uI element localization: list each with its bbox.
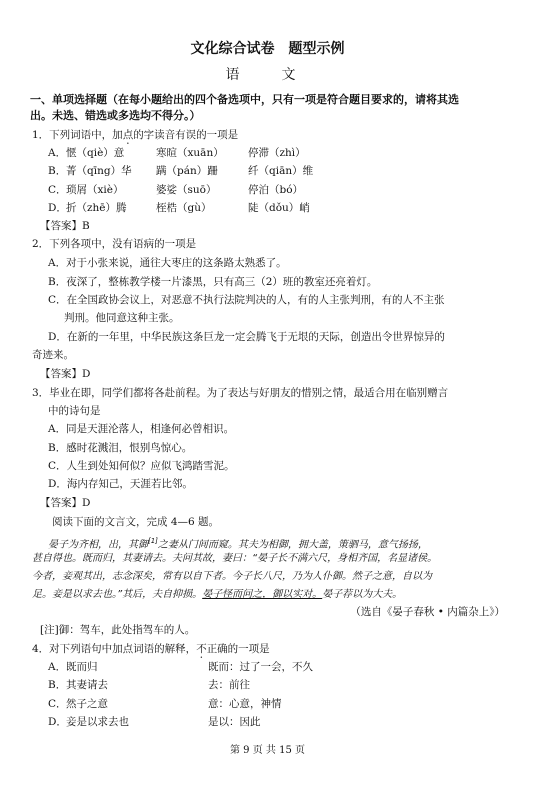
passage-line-4: 足。妾是以求去也。”其后，夫自抑损。晏子怪而问之，御以实对。晏子荐以为大夫。 (32, 589, 403, 600)
q4-option-b-col-2: 其妻请去 (66, 679, 108, 692)
section-heading-line-1: 一、单项选择题（在每小题给出的四个备选项中，只有一项是符合题目要求的，请将其选 (30, 93, 459, 106)
q2-option-d-line-1: D．在新的一年里，中华民族这条巨龙一定会腾飞于无垠的天际，创造出令世界惊异的 (48, 331, 445, 343)
q1-option-a-col-4: 停滞（zhì） (248, 147, 306, 159)
passage-source: （选自《晏子春秋 • 内篇杂上》） (350, 606, 505, 618)
q2-option-c-line-2: 判刑。他同意这种主张。 (64, 312, 180, 324)
q3-option-d: D．海内存知己，天涯若比邻。 (48, 478, 193, 490)
q1-option-a-col-3: 寒暄（xuān） (156, 147, 224, 159)
section-heading (30, 92, 510, 124)
q4-option-c-col-2: 然子之意 (66, 697, 108, 710)
q4-option-b-col-3: 去：前往 (208, 679, 250, 692)
q4-option-a-col-3: 既而：过了一会，不久 (208, 661, 313, 673)
q1-option-d-col-4: 陡（dǒu）峭 (248, 201, 310, 214)
q1-option-a-col-1: A． (48, 147, 67, 159)
q1-option-b-col-4: 纤（qiān）维 (248, 165, 314, 178)
q4-stem: 4．对下列语句中加点词语的解释，不正确的一项是 (32, 643, 270, 655)
q4-option-a-col-1: A． (48, 661, 67, 673)
q1-stem: 1．下列词语中，加点的字读音有误的一项是 (32, 129, 239, 141)
passage-line-1: 晏子为齐相，出，其御[1]之妻从门间而窥。其夫为相御，拥大盖，策驷马，意气扬扬， (48, 537, 428, 551)
q4-option-c-col-1: C． (48, 697, 67, 710)
subject-heading: 语 文 (225, 67, 310, 83)
passage-note: [注]御：驾车，此处指驾车的人。 (40, 624, 196, 636)
q1-option-d-col-2: 折（zhē）腾 (66, 201, 127, 214)
section-heading-line-2: 出。未选、错选或多选均不得分。） (30, 109, 201, 122)
q4-option-b-col-1: B． (48, 679, 67, 692)
q4-option-a-col-2: 既而归 (66, 661, 98, 673)
q2-option-c-line-1: C．在全国政协会议上，对恶意不执行法院判决的人，有的人主张判刑，有的人不主张 (48, 294, 445, 306)
q1-option-c-col-2: 琐屑（xiè） (66, 183, 124, 196)
page-number: 第 9 页 共 15 页 (230, 745, 305, 756)
q1-option-d-col-3: 桎梏（gù） (156, 201, 212, 214)
q1-stem-dot: 点 (122, 129, 134, 141)
q2-option-d-line-2: 奇迹来。 (32, 349, 74, 361)
q2-option-b: B．夜深了，整栋教学楼一片漆黑，只有高三（2）班的教室还亮着灯。 (48, 276, 378, 288)
q1-option-c-col-3: 婆娑（suō） (156, 183, 217, 196)
q2-stem: 2．下列各项中，没有语病的一项是 (32, 238, 197, 250)
q1-option-c-col-4: 停泊（bó） (248, 183, 304, 196)
passage-line-2: 甚自得也。既而归，其妻请去。夫问其故，妻曰：“晏子长不满六尺，身相齐国，名显诸侯。 (32, 553, 438, 564)
q3-option-a: A．同是天涯沦落人，相逢何必曾相识。 (48, 423, 235, 435)
q4-option-c-col-3: 意：心意，神情 (208, 697, 282, 710)
q3-option-c: C．人生到处知何似？应似飞鸿踏雪泥。 (48, 460, 235, 472)
q1-option-c-col-1: C． (48, 183, 67, 196)
page-title: 文化综合试卷 题型示例 (190, 41, 345, 57)
q1-option-b-col-1: B． (48, 165, 67, 178)
q3-answer: 【答案】D (40, 497, 91, 509)
q3-option-b: B．感时花溅泪，恨别鸟惊心。 (48, 442, 193, 454)
q2-option-a: A．对于小张来说，通往大枣庄的这条路太熟悉了。 (48, 257, 287, 269)
q4-option-d-col-3: 是以：因此 (208, 715, 261, 728)
passage-line-3: 今者，妾观其出，志念深矣，常有以自下者。今子长八尺，乃为人仆御。然子之意，自以为 (32, 571, 432, 582)
q1-answer: 【答案】B (40, 220, 90, 232)
q4-option-d-col-2: 妾是以求去也 (66, 715, 129, 728)
q1-option-b-col-3: 蹒（pán）跚 (156, 165, 218, 178)
reading-intro: 阅读下面的文言文，完成 4—6 题。 (52, 516, 220, 528)
q3-stem-line-2: 中的诗句是 (48, 405, 101, 417)
q2-answer: 【答案】D (40, 368, 91, 380)
q3-stem-line-1: 3．毕业在即，同学们都将各赴前程。为了表达与好朋友的惜别之情，最适合用在临别赠言 (32, 387, 449, 399)
q1-option-b-col-2: 菁（qīng）华 (66, 165, 132, 178)
q4-option-d-col-1: D． (48, 715, 67, 728)
q1-option-a-col-2: 惬（qiè）意 (66, 147, 125, 159)
q1-option-d-col-1: D． (48, 201, 67, 214)
